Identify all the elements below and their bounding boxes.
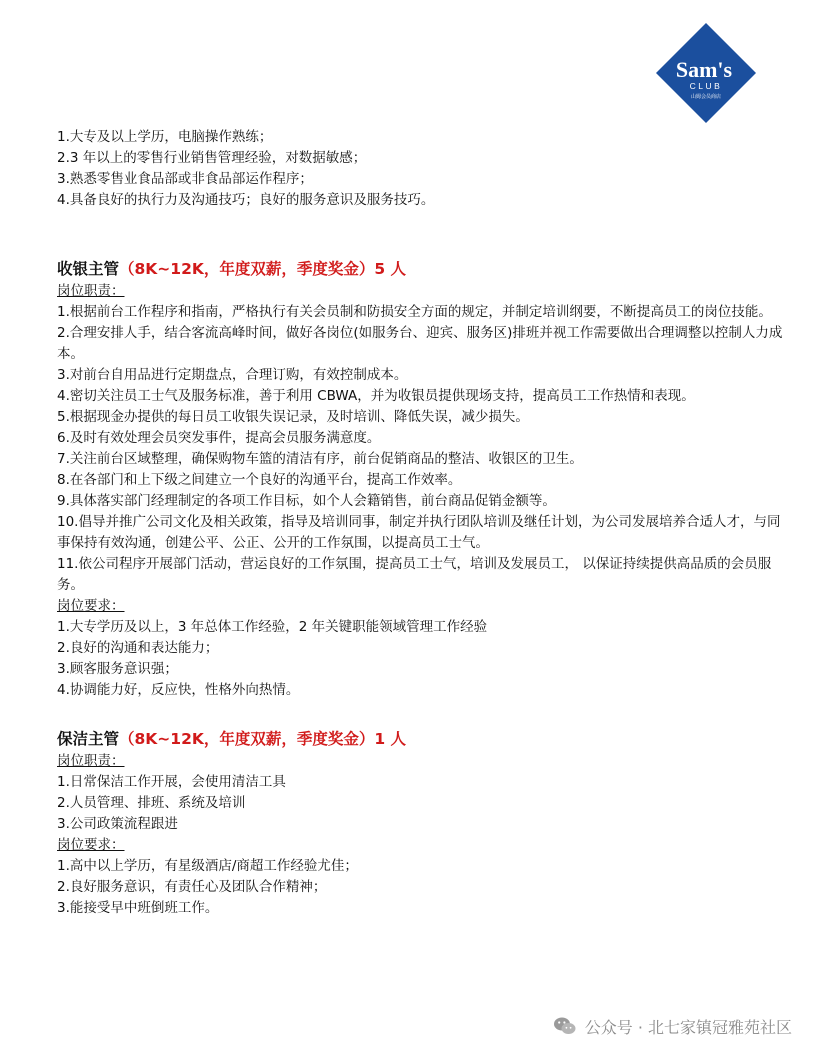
job-pay: （8K~12K，年度双薪，季度奖金）1 人 [119, 730, 407, 748]
duty-item: 4.密切关注员工士气及服务标准，善于利用 CBWA，并为收银员提供现场支持，提高员工工作热情和表现。 [57, 388, 695, 404]
requirements-label: 岗位要求： [57, 837, 125, 853]
logo-brand: Sam's [675, 57, 733, 82]
duty-item: 11.依公司程序开展部门活动，营运良好的工作氛围，提高员工士气，培训及发展员工， 以保证持续提供高品质的会员服务。 [57, 556, 772, 593]
duties-label: 岗位职责： [57, 283, 125, 299]
duty-item: 1.根据前台工作程序和指南，严格执行有关会员制和防损安全方面的规定，并制定培训纲要，不断提高员工的岗位技能。 [57, 304, 772, 320]
duty-item: 2.人员管理、排班、系统及培训 [57, 795, 246, 811]
list-item: 4.具备良好的执行力及沟通技巧；良好的服务意识及服务技巧。 [57, 192, 435, 208]
wechat-watermark [553, 1012, 792, 1040]
requirements-label: 岗位要求： [57, 598, 125, 614]
requirement-item: 3.顾客服务意识强； [57, 661, 178, 677]
section-cleaning-supervisor [57, 727, 787, 919]
duty-item: 5.根据现金办提供的每日员工收银失误记录，及时培训、降低失误，减少损失。 [57, 409, 529, 425]
logo-sub: CLUB [689, 81, 723, 91]
job-pay: （8K~12K，年度双薪，季度奖金）5 人 [119, 260, 407, 278]
list-item: 3.熟悉零售业食品部或非食品部运作程序； [57, 171, 313, 187]
duty-item: 3.对前台自用品进行定期盘点，合理订购，有效控制成本。 [57, 367, 408, 383]
requirement-item: 3.能接受早中班倒班工作。 [57, 900, 219, 916]
list-item: 2.3 年以上的零售行业销售管理经验，对数据敏感； [57, 150, 367, 166]
list-item: 1.大专及以上学历，电脑操作熟练； [57, 129, 273, 145]
duty-item: 7.关注前台区域整理，确保购物车篮的清洁有序，前台促销商品的整洁、收银区的卫生。 [57, 451, 583, 467]
requirement-item: 2.良好的沟通和表达能力； [57, 640, 219, 656]
requirement-item: 4.协调能力好，反应快，性格外向热情。 [57, 682, 300, 698]
duty-item: 9.具体落实部门经理制定的各项工作目标，如个人会籍销售，前台商品促销金额等。 [57, 493, 556, 509]
footer-text: 公众号 · 北七家镇冠雅苑社区 [584, 1017, 792, 1037]
duties-label: 岗位职责： [57, 753, 125, 769]
section-title [57, 727, 787, 751]
job-title: 保洁主管 [57, 730, 120, 748]
general-requirements [57, 127, 787, 211]
section-cashier-supervisor [57, 257, 787, 701]
duty-item: 8.在各部门和上下级之间建立一个良好的沟通平台，提高工作效率。 [57, 472, 462, 488]
job-posting [57, 125, 787, 919]
duty-item: 10.倡导并推广公司文化及相关政策，指导及培训同事，制定并执行团队培训及继任计划，为公司发展培养合适人才，与同事保持有效沟通，创建公平、公正、公开的工作氛围，以提高员工士气。 [57, 514, 781, 551]
job-title: 收银主管 [57, 260, 120, 278]
duty-item: 3.公司政策流程跟进 [57, 816, 178, 832]
logo-caption: 山姆会员商店 [690, 94, 722, 100]
requirement-item: 2.良好服务意识，有责任心及团队合作精神； [57, 879, 327, 895]
wechat-icon [553, 1015, 577, 1037]
requirement-item: 1.高中以上学历，有星级酒店/商超工作经验尤佳； [57, 858, 358, 874]
duty-item: 6.及时有效处理会员突发事件，提高会员服务满意度。 [57, 430, 381, 446]
sams-club-logo [653, 20, 759, 126]
duty-item: 1.日常保洁工作开展，会使用清洁工具 [57, 774, 286, 790]
duty-item: 2.合理安排人手，结合客流高峰时间，做好各岗位(如服务台、迎宾、服务区)排班并视工作需要做出合理调整以控制人力成本。 [57, 325, 783, 362]
requirement-item: 1.大专学历及以上，3 年总体工作经验，2 年关键职能领域管理工作经验 [57, 619, 488, 635]
section-title [57, 257, 787, 281]
